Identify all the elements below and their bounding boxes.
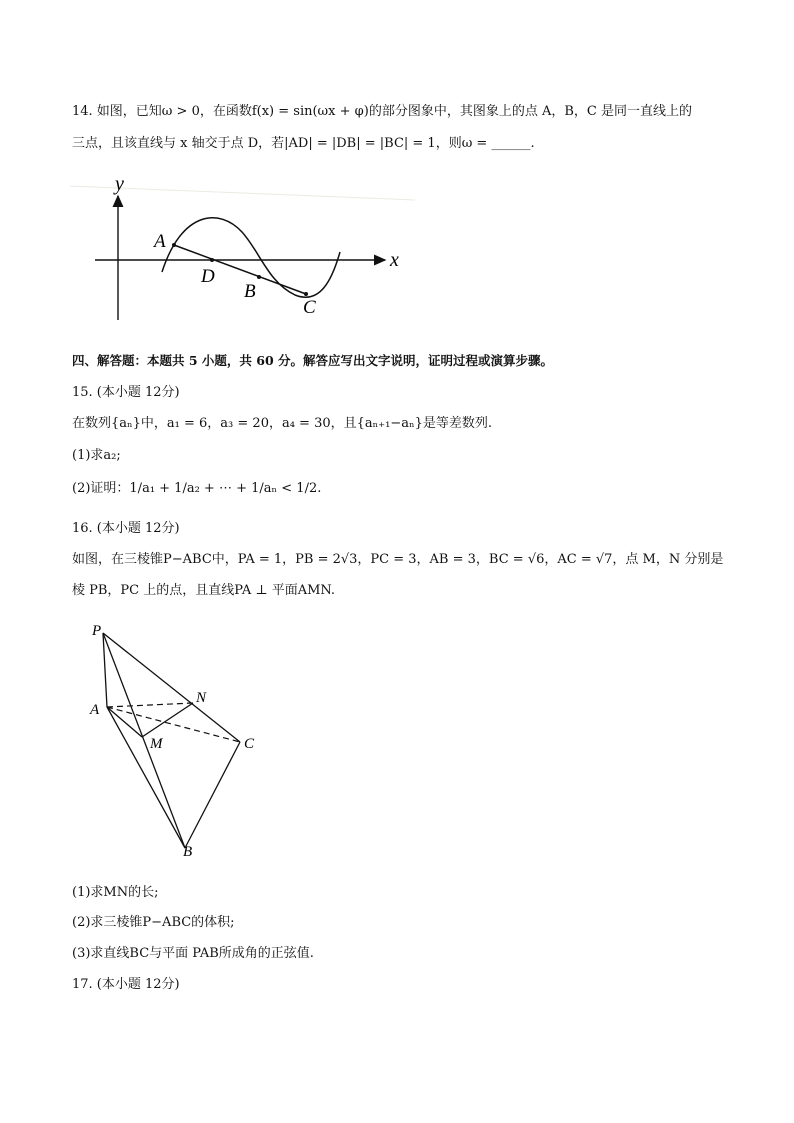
label-a: A (154, 231, 166, 252)
edge-ab (107, 707, 185, 848)
q16-stem-1: 如图，在三棱锥P−ABC中，PA = 1，PB = 2√3，PC = 3，AB = 3，BC = √6，AC = √7，点 M，N 分别是 (72, 552, 724, 567)
label-a: A (90, 702, 100, 718)
sine-graph-figure (70, 170, 420, 325)
label-c: C (303, 297, 316, 318)
q14-line-1: 14. 如图，已知ω > 0，在函数f(x) = sin(ωx + φ)的部分图象中，其图象上的点 A，B，C 是同一直线上的 (72, 104, 692, 119)
point-c (304, 292, 308, 296)
label-b: B (183, 844, 193, 860)
q16-title: 16. (本小题 12分) (72, 521, 180, 536)
point-a (172, 243, 176, 247)
q16-stem-2: 棱 PB，PC 上的点，且直线PA ⊥ 平面AMN. (72, 583, 336, 598)
q15-part-1: (1)求a₂; (72, 448, 121, 463)
label-c: C (244, 736, 255, 752)
q16-part-3: (3)求直线BC与平面 PAB所成角的正弦值. (72, 946, 314, 961)
q16-part-2: (2)求三棱锥P−ABC的体积; (72, 915, 235, 930)
label-n: N (196, 690, 207, 706)
label-d: D (201, 266, 215, 287)
label-y: y (115, 173, 124, 195)
q15-part-2: (2)证明：1/a₁ + 1/a₂ + ⋯ + 1/aₙ < 1/2. (72, 481, 322, 496)
point-d (210, 258, 214, 262)
q14-line-2: 三点，且该直线与 x 轴交于点 D，若|AD| = |DB| = |BC| = 1，则ω = ______. (72, 136, 535, 151)
q17-title: 17. (本小题 12分) (72, 977, 180, 992)
point-b (257, 275, 261, 279)
q15-title: 15. (本小题 12分) (72, 385, 180, 400)
label-p: P (92, 623, 102, 639)
q16-part-1: (1)求MN的长; (72, 885, 159, 900)
section-4-heading: 四、解答题：本题共 5 小题，共 60 分。解答应写出文字说明，证明过程或演算步骤。 (72, 353, 554, 368)
tetrahedron-figure (80, 615, 280, 865)
segment-an-dashed (107, 703, 193, 707)
edge-bc (185, 742, 240, 848)
q15-stem: 在数列{aₙ}中，a₁ = 6，a₃ = 20，a₄ = 30，且{aₙ₊₁−aₙ}是等差数列. (72, 416, 493, 431)
edge-pa (103, 633, 107, 707)
label-m: M (150, 736, 163, 752)
line-abc (174, 245, 306, 294)
label-b: B (244, 281, 256, 302)
segment-mn (142, 703, 193, 737)
label-x: x (390, 249, 399, 271)
